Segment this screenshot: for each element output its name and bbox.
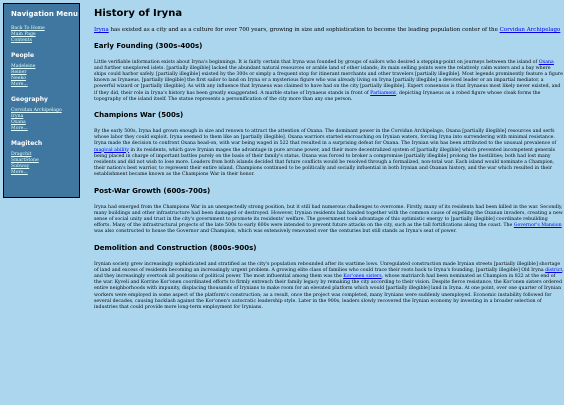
nav-link-back-home[interactable]: Back To Home bbox=[11, 26, 45, 31]
section-post-war-growth bbox=[88, 186, 563, 236]
sidebar-heading-magitech: Magitech bbox=[11, 140, 43, 147]
link-koronen-sisters[interactable]: Kor'onen sisters bbox=[343, 273, 382, 279]
nav-link-people-more[interactable]: More... bbox=[11, 82, 28, 87]
sidebar-group-geography bbox=[11, 108, 72, 132]
nav-link-oxana[interactable]: Oxana bbox=[11, 120, 26, 125]
sidebar-main-links bbox=[11, 26, 72, 44]
intro-paragraph bbox=[94, 27, 561, 34]
sidebar-navigation bbox=[3, 3, 80, 198]
sidebar-group-magitech bbox=[11, 152, 72, 176]
paragraph-text: , whose matriarch had been nominated as Champion in 822 at the end of the war. Kyveli and Korrine Kor'onen coordinated efforts to firmly entrench their family legacy by remaking the city according to their vision. Despite fierce resistance, the Kor'onen sisters ordered entire neighborhoods with impunity, displacing thousands of Irynians to make room for an elevated platform which would [partially illegible] land in Iryna. At one point, over one quarter of Irynian workers were employed in some aspect of the platform's construction; as a result, once the project was completed, many Irynians were suddenly unemployed. Economic instability followed for several decades, causing backlash against the Kor'onen's autocratic leadership style. Later in the 900s, leaders slowly recovered the Irynian economy by investing in a broader selection of industries that could provide more long-term employment for Irynians. bbox=[94, 273, 562, 310]
sidebar-heading-geography: Geography bbox=[11, 96, 48, 103]
link-oxana[interactable]: Oxana bbox=[538, 59, 554, 65]
link-parliament[interactable]: Parliament bbox=[370, 90, 397, 96]
nav-link-madeleine[interactable]: Madeleine bbox=[11, 64, 36, 69]
intro-text: has existed as a city and as a culture for over 700 years, growing in size and sophistication to become the leading population center of the bbox=[108, 27, 500, 33]
section-heading: Champions War (500s) bbox=[94, 110, 184, 119]
page-title: History of Iryna bbox=[94, 8, 183, 19]
section-heading: Demolition and Construction (800s-900s) bbox=[94, 243, 257, 252]
paragraph-text: By the early 500s, Iryna had grown enough in size and renown to attract the attention of Oxana. The dominant power in the Corvidan Archipelago, Oxana [partially illegible] resources and serfs whose labor they could exploit. Iryna seemed to them like an [partially illegible]. Oxana warriors started encroaching on Irynian waters, forcing Iryna into surrendering with minimal resistance. Iryna made the decision to confront Oxana head-on, with war being waged in 522 that resulted in a surprising defeat for Oxana. The Irynian win has been attributed to the unusual prevalence of bbox=[94, 128, 557, 147]
section-early-founding bbox=[88, 41, 563, 103]
paragraph-text: Iryna had emerged from the Champions War in an unexpectedly strong position, but it still had numerous challenges to overcome. Firstly, many of its residents had been killed in the war. Secondly, many buildings and other infrastructure had been damaged or destroyed. However, Irynian residents had banded together with the common cause of expelling the Oxanan invaders, creating a new sense of social unity and trust in the city's government to promote its residents' welfare. The government took advantage of this optimistic energy to [partially illegible] coordinate rebuilding efforts. Many of the infrastructural projects of the late 500s to early 600s were intended to prevent future attacks on the city, such as the tall fortifications along the coast. The bbox=[94, 204, 563, 229]
section-demolition-construction bbox=[88, 243, 564, 312]
section-paragraph bbox=[94, 60, 564, 103]
paragraph-text: was also constructed to house the Governor and Champion, which was extensively renovated over the centuries but still stands as Iryna's seat of power. bbox=[94, 229, 457, 235]
section-paragraph bbox=[94, 129, 564, 179]
paragraph-text: Little verifiable information exists about Iryna's beginnings. It is fairly certain that Iryna was founded by groups of sailors who desired a stepping-point on journeys between the island of bbox=[94, 59, 539, 65]
sidebar-group-people bbox=[11, 64, 72, 88]
sidebar-heading-people: People bbox=[11, 52, 35, 59]
paragraph-text: , and they increasingly overtook all positions of political power. The most influential among them was the bbox=[94, 267, 564, 279]
section-paragraph bbox=[94, 262, 564, 312]
section-champions-war bbox=[88, 110, 557, 179]
nav-link-subway[interactable]: Subway bbox=[11, 164, 30, 169]
main-content bbox=[88, 0, 564, 405]
paragraph-text: in its residents, which gave Irynian mages the advantage in pure arcane power, and their more decentralized system of [partially illegible] which prevented incompetent generals being placed in charge of important battles purely on the basis of their family's status. Oxana was forced to broker a compromise [partially illegible] prolong the hostilities; both had lost many residents and did not wish to lose more. Leaders from both islands decided that future conflicts would be resolved through a formalized, non-total war. Each island would nominate a Champion, their nation's best warrior, to represent their entire island. Champions continued to be politically and socially influential in both Irynian and Oxanan history, and the war which resulted in their establishment became known as the Champions War in their honor. bbox=[94, 147, 556, 178]
nav-link-main-page[interactable]: Main Page bbox=[11, 32, 36, 37]
nav-link-neeko[interactable]: Neeko bbox=[11, 76, 27, 81]
nav-link-smartstone[interactable]: SmartStone bbox=[11, 158, 39, 163]
link-district[interactable]: district bbox=[545, 267, 563, 273]
section-paragraph bbox=[94, 205, 564, 236]
section-heading: Post-War Growth (600s-700s) bbox=[94, 186, 211, 195]
intro-link-iryna[interactable]: Iryna bbox=[94, 27, 109, 33]
nav-link-corvidan-archipelago[interactable]: Corvidan Archipelago bbox=[11, 108, 62, 113]
link-magical-ability[interactable]: magical ability bbox=[94, 147, 129, 153]
nav-link-iryna[interactable]: Iryna bbox=[11, 114, 24, 119]
link-governors-mansion[interactable]: Governor's Mansion bbox=[513, 223, 562, 229]
section-heading: Early Founding (300s-400s) bbox=[94, 41, 203, 50]
nav-link-geography-more[interactable]: More... bbox=[11, 126, 28, 131]
nav-link-magitech-more[interactable]: More... bbox=[11, 170, 28, 175]
sidebar-title: Navigation Menu bbox=[11, 10, 78, 18]
nav-link-contents[interactable]: Contents bbox=[11, 38, 32, 43]
paragraph-text: and further unexplored islets. [partially illegible] lacked the abundant natural resources or arable land of other islands; its main selling points were the relatively calm waters and a bay where ships could harbor safely. [partially illegible] existed by the 300s or simply a frequent stop for itinerant merchants and other travelers [partially illegible]. Most legends prominently feature a figure known as Irynaeus, [partially illegible] the first sailor to land on Iryna or a mysterious figure who was already living on Iryna [partially illegible] a devoted leader or an impartial mediator, a powerful wizard or [partially illegible]. As with any influence that Irynaeus was claimed to have had on the city [partially illegible]. Expert consensus is that Irynaeus most likely never existed, and if they did, their role in Iryna's history has been greatly exaggerated. A marble statue of Irynaeus stands in front of bbox=[94, 65, 563, 96]
paragraph-text: , depicting Irynaeus as a robed figure whose cloak forms the topography of the island itself. The statue represents a personification of the city more than any one person. bbox=[94, 90, 541, 102]
nav-link-dragchit[interactable]: Dragchit bbox=[11, 152, 32, 157]
intro-link-corvidan[interactable]: Corvidan Archipelago bbox=[499, 27, 561, 33]
nav-link-reiner[interactable]: Reiner bbox=[11, 70, 27, 75]
paragraph-text: Irynian society grew increasingly sophisticated and stratified as the city's population rebounded after its wartime lows. Unregulated construction made Irynian streets [partially illegible] shortage of land and excess of residents becoming an increasingly urgent problem. A growing elite class of families who could trace their roots back to Iryna's founding, [partially illegible] Old Iryna bbox=[94, 261, 561, 273]
